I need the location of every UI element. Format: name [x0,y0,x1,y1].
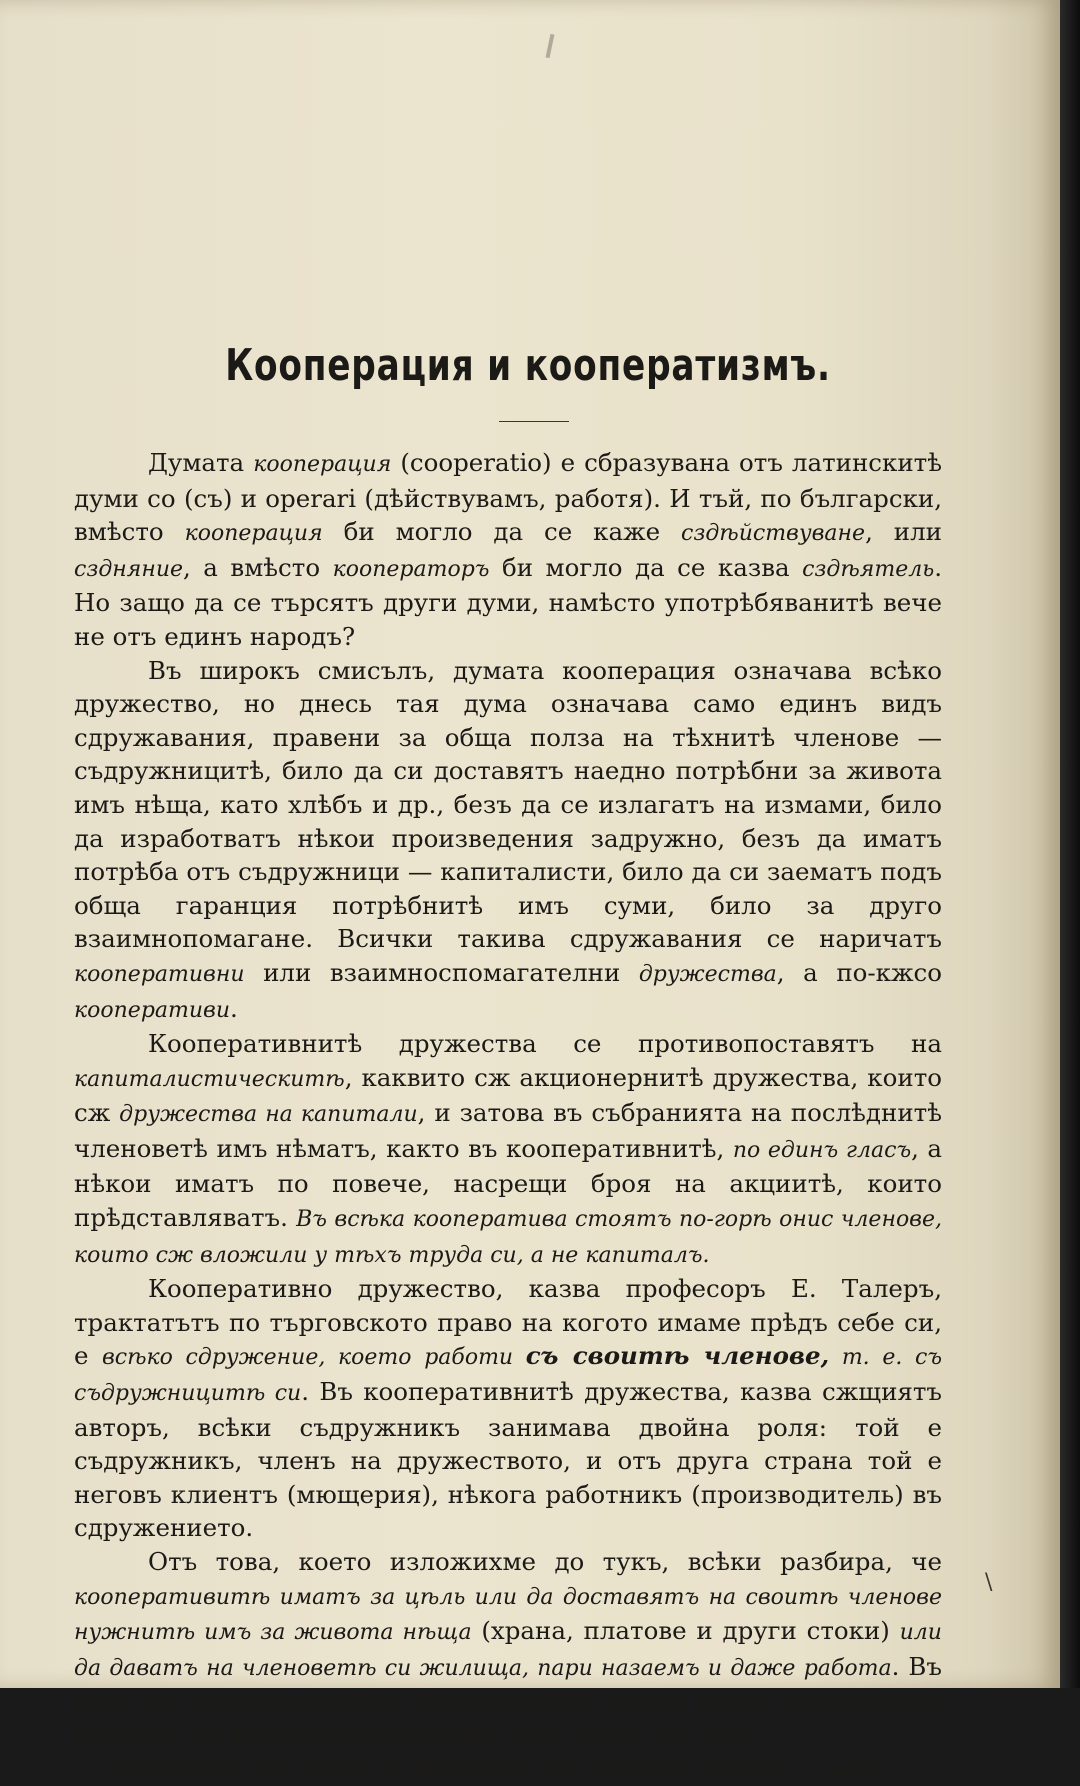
page-title: Кооперация и кооператизмъ. [225,340,831,391]
italic-text: сздняние [74,556,184,582]
title-divider [499,421,569,422]
text-segment: Думата [148,448,254,477]
text-segment: . Но защо да се търсятъ други думи, намѣсто употрѣбяванитѣ вече не отъ единъ народъ? [74,552,942,651]
text-segment: Отъ това, което изложихме до тукъ, всѣки разбира, че [148,1547,942,1576]
text-segment: , каквито сж акционернитѣ дружества, които сж [74,1062,942,1128]
text-segment: . [230,993,238,1023]
margin-mark: \ [985,1570,993,1595]
text-segment: би могло да се казва [489,552,803,582]
italic-text: т. е. съ съдружницитѣ си [74,1345,942,1407]
paragraph [74,654,942,1028]
paragraph [74,446,942,654]
italic-text: сздѣйствуване [681,521,866,547]
italic-text: кооператоръ [332,556,490,582]
text-segment: , а вмѣсто [183,552,333,582]
text-segment: (cooperatio) е сбразувана отъ латинскитѣ думи co (съ) и operari (дѣйствувамъ, работя). И тъй, по български, вмѣсто [74,448,942,547]
spine-shadow [1060,0,1080,1688]
italic-text: кооперация [184,521,323,547]
text-segment: . Въ кооперативнитѣ дружества, казва сжщиятъ авторъ, всѣки съдружникъ занимава двойна роля: той е съдружникъ, членъ на дружеството, и отъ друга страна той е неговъ клиентъ (мющерия), нѣкога работникъ (производитель) въ сдружението. [74,1377,943,1543]
italic-text: дружества [638,961,777,987]
italic-text: Въ всѣка кооператива стоятъ по-горѣ онис членове, които сж вложили у тѣхъ труда си, а не капиталъ. [74,1207,943,1268]
text-segment: , и затова въ събранията на послѣднитѣ членоветѣ имъ нѣматъ, както въ кооперативнитѣ, [74,1098,942,1163]
paragraph [74,1272,942,1545]
italic-text: кооперативни [74,961,245,987]
text-segment: Кооперативнитѣ дружества се противопоставятъ на [148,1029,942,1059]
text-segment: , или [865,517,942,547]
text-segment: . Въ края на опрѣдѣленото въ дружествения уставъ врѣме (напр. всѣка година) дружествената печалба (или часть отъ нея) [74,1651,942,1750]
italic-text: по единъ гласъ [732,1137,912,1163]
italic-text: или да даватъ на членоветѣ си жилища, пари назаемъ и даже работа [74,1620,942,1681]
text-segment: , а по-кжсо [776,957,942,987]
page-content [74,340,942,1786]
text-segment: или взаимноспомагателни [244,957,639,987]
text-segment: би могло да се каже [322,517,682,547]
paragraph [74,1027,942,1272]
text-segment: Кооперативно дружество, казва професоръ Е. Талеръ, трактатътъ по търговското право на когото имаме прѣдъ себе си, е [74,1274,942,1371]
body-text [74,446,942,1753]
italic-text: капиталистическитѣ [74,1066,345,1092]
italic-text: всѣко сдружение, което работи [101,1345,526,1371]
text-segment: , а нѣкои иматъ по повече, насрещи броя на акциитѣ, които прѣдставляватъ. [74,1133,942,1233]
italic-text: кооперативи [74,997,231,1023]
paragraph [74,1545,942,1753]
italic-text: дружества на капитали [119,1102,418,1128]
italic-text: кооперация [253,452,392,477]
bold-text: съ своитѣ членове, [525,1341,830,1371]
text-segment: Въ широкъ смисълъ, думата кооперация означава всѣко дружество, но днесь тая дума означава само единъ видъ сдружавания, правени за обща полза на тѣхнитѣ членове — съдружницитѣ, било да си доставятъ наедно потрѣбни за живота имъ нѣща, като хлѣбъ и др., безъ да се излагатъ на измами, било да изработватъ нѣкои произведения задружно, безъ да иматъ потрѣба отъ съдружници — капиталисти, било да си заематъ подъ обща гаранция потрѣбнитѣ имъ суми, било за друго взаимнопомагане. Всички такива сдружавания се наричатъ [74,655,942,954]
text-segment: (храна, платове и други стоки) [471,1616,900,1646]
last-line: разпоздѣля на всѣки съдружникъ не споредъ паритѣ, които [102,1754,882,1784]
italic-text: кооперативитѣ иматъ за цѣль или да доставятъ на своитѣ членове нужнитѣ имъ за живота нѣща [74,1584,942,1646]
italic-text: сздѣятель [802,556,935,582]
pencil-mark [546,34,555,58]
